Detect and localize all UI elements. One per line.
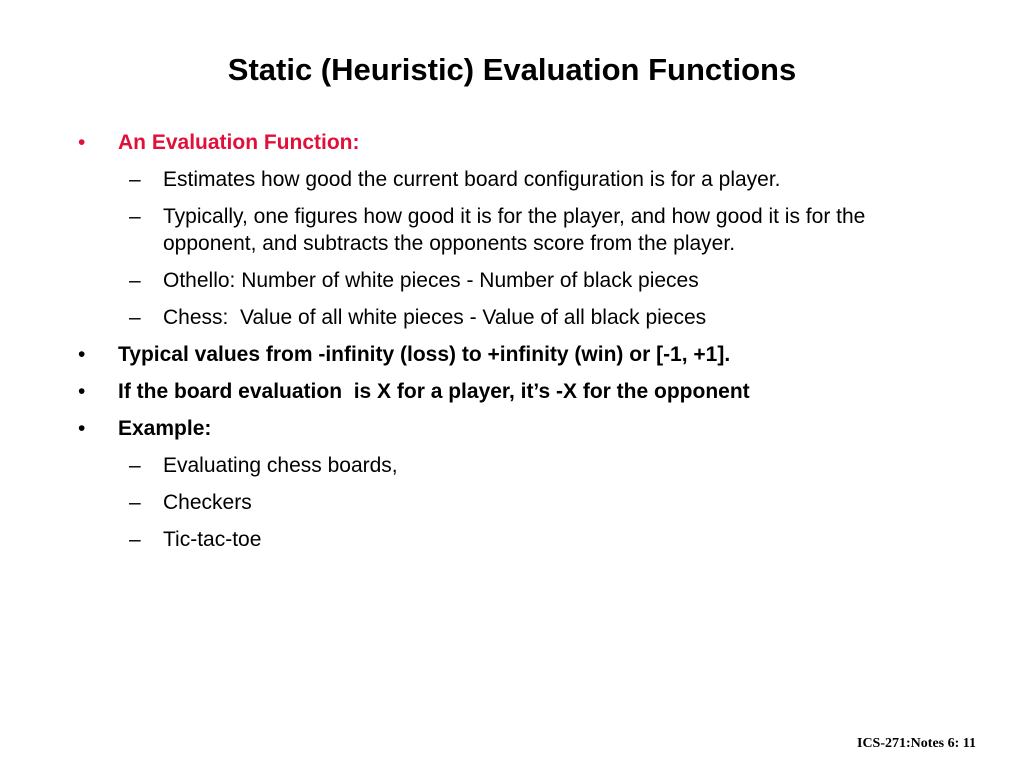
sub-bullet-item — [0, 304, 923, 331]
dash-marker: – — [129, 306, 141, 329]
sub-bullet-text: Typically, one figures how good it is for the player, and how good it is for the opponent, and subtracts the opponents score from the player. — [163, 205, 866, 255]
dash-marker: – — [129, 491, 141, 514]
sub-bullet-item — [0, 489, 923, 516]
sub-bullet-item — [0, 203, 923, 257]
sub-bullet-item — [0, 526, 923, 553]
dash-marker: – — [129, 205, 141, 228]
bullet-marker: • — [78, 131, 86, 154]
dash-marker: – — [129, 269, 141, 292]
sub-bullet-text: Evaluating chess boards, — [163, 454, 398, 477]
bullet-marker: • — [78, 343, 86, 366]
sub-bullet-item — [0, 452, 923, 479]
bullet-marker: • — [78, 380, 86, 403]
bullet-text: Typical values from -infinity (loss) to +infinity (win) or [-1, +1]. — [118, 343, 731, 366]
bullet-item — [0, 415, 1024, 442]
sub-bullet-text: Estimates how good the current board configuration is for a player. — [163, 168, 781, 191]
slide-title: Static (Heuristic) Evaluation Functions — [227, 52, 797, 87]
bullet-list — [0, 129, 1024, 563]
dash-marker: – — [129, 528, 141, 551]
bullet-text: Example: — [118, 417, 212, 440]
bullet-text: If the board evaluation is X for a player, it’s -X for the opponent — [118, 380, 750, 403]
sub-bullet-text: Othello: Number of white pieces - Number of black pieces — [163, 269, 699, 292]
dash-marker: – — [129, 454, 141, 477]
sub-bullet-text: Chess: Value of all white pieces - Value of all black pieces — [163, 306, 707, 329]
bullet-item — [0, 341, 1024, 368]
sub-bullet-text: Tic-tac-toe — [163, 528, 262, 551]
bullet-item — [0, 129, 1024, 156]
dash-marker: – — [129, 168, 141, 191]
bullet-text: An Evaluation Function: — [118, 131, 360, 154]
bullet-item — [0, 378, 1024, 405]
sub-bullet-text: Checkers — [163, 491, 252, 514]
sub-bullet-item — [0, 166, 923, 193]
bullet-marker: • — [78, 417, 86, 440]
sub-bullet-item — [0, 267, 923, 294]
slide-footer: ICS-271:Notes 6: 11 — [857, 736, 976, 751]
